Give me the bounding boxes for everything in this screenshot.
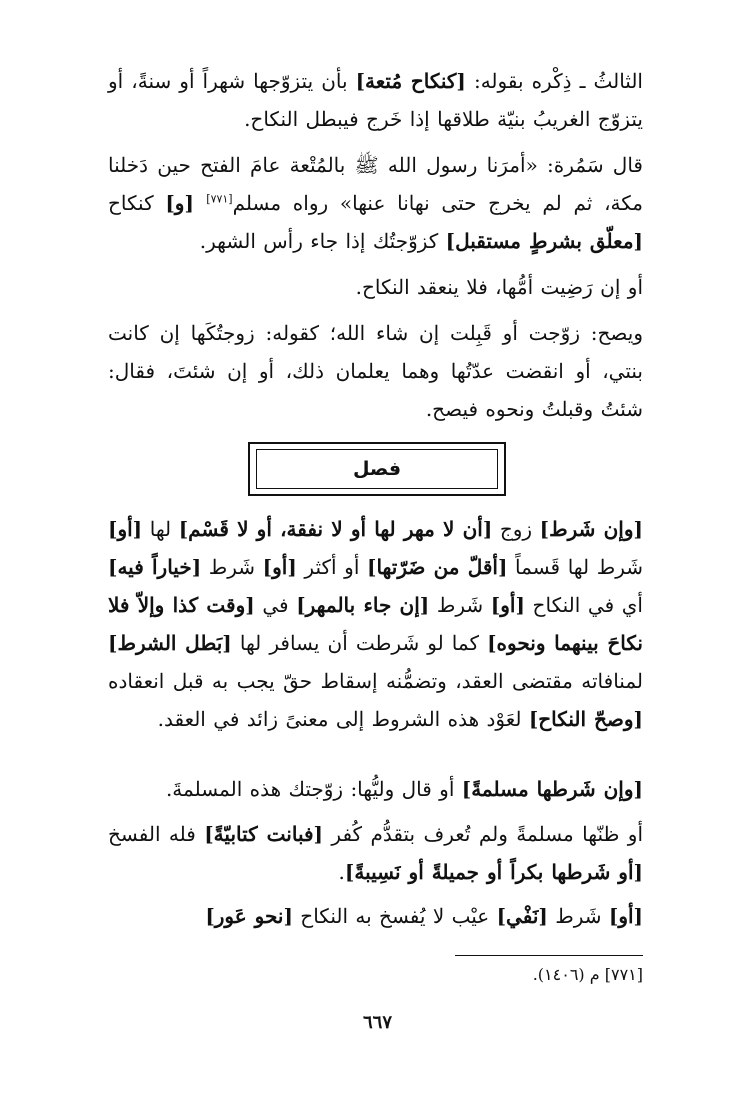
bold-term: [أن لا مهر لها أو لا نفقة، أو لا قَسْم] (178, 517, 493, 541)
text: أو قال وليُّها: زوّجتك هذه المسلمةَ. (165, 777, 462, 801)
paragraph-mother-consent (108, 268, 643, 306)
text: لعَوْد هذه الشروط إلى معنىً زائد في العقد. (157, 707, 529, 731)
text: كزوّجتُك إذا جاء رأس الشهر. (199, 229, 446, 253)
section-heading-frame (248, 442, 506, 496)
bold-term: [أو] (262, 555, 297, 579)
paragraph-valid-conditions (108, 314, 643, 428)
text: ويصح: زوّجت أو قَبِلت إن شاء الله؛ كقوله: زوجتُكَها إن كانت بنتي، أو انقضت عدّتُها وهما يعلمان ذلك، أو إن شئتَ، فقال: شئتُ وقبلتُ ونحوه فيصح. (108, 321, 643, 421)
text: شَرط (547, 904, 609, 928)
bold-term: [وإن شَرط] (539, 517, 643, 541)
text: . (338, 860, 345, 884)
bold-term: [كنكاح مُتعة] (355, 69, 466, 93)
bold-term: [و] (165, 191, 207, 215)
text: أو إن رَضِيت أمُّها، فلا ينعقد النكاح. (355, 275, 643, 299)
bold-term: [وصحّ النكاح] (528, 707, 643, 731)
text: أو ظنّها مسلمةً ولم تُعرف بتقدُّم كُفر (323, 822, 644, 846)
footnote: [٧٧١] م (١٤٠٦). (532, 965, 643, 984)
footnote-reference: [٧٧١] (206, 192, 233, 206)
paragraph-muslim-condition (108, 770, 643, 808)
text: كنكاح (108, 191, 166, 215)
bold-term: [أو] (490, 593, 525, 617)
text: شَرط لها قَسماً (507, 555, 644, 579)
footnote-divider (455, 955, 643, 956)
bold-term: [أقلّ من ضَرّتها] (367, 555, 508, 579)
bold-term: [وإن شَرطها مسلمةً] (461, 777, 643, 801)
paragraph-invalid-conditions (108, 510, 643, 738)
page-number: ٦٦٧ (362, 1012, 392, 1033)
text: في (254, 593, 297, 617)
text: أو أكثر (296, 555, 367, 579)
paragraph-scripture-condition (108, 815, 643, 891)
bold-term: [وقت كذا وإلاّ فلا نكاحَ بينهما ونحوه] (108, 593, 643, 655)
bold-term: [بَطل الشرط] (108, 631, 232, 655)
bold-term: [خياراً فيه] (108, 555, 202, 579)
text: لها (142, 517, 179, 541)
bold-term: [إن جاء بالمهر] (296, 593, 430, 617)
bold-term: [نحو عَور] (205, 904, 293, 928)
bold-term: [أو شَرطها بكراً أو جميلةً أو نَسِيبةً] (344, 860, 643, 884)
bold-term: [أو] (608, 904, 643, 928)
section-heading: فصل (256, 449, 498, 489)
text: لمنافاته مقتضى العقد، وتضمُّنه إسقاط حقّ يجب به قبل انعقاده (108, 669, 643, 693)
text: الثالثُ ـ ذِكْره بقوله: (465, 69, 643, 93)
text: بأن يتزوّجها شهراً أو سنةً، أو يتزوّج الغريبُ بنيّة طلاقها إذا خَرج فيبطل النكاح. (108, 69, 643, 131)
text: أي في النكاح (524, 593, 643, 617)
paragraph-third-condition (108, 62, 643, 138)
text: فله الفسخ (108, 822, 205, 846)
bold-term: [فبانت كتابيّةً] (204, 822, 324, 846)
bold-term: [أو] (108, 517, 143, 541)
paragraph-defect-condition (108, 897, 643, 935)
text: زوج (492, 517, 540, 541)
text: كما لو شَرطت أن يسافر لها (231, 631, 488, 655)
bold-term: [معلّق بشرطٍ مستقبل] (445, 229, 643, 253)
text: قال سَمُرة: «أمرَنا رسول الله ﷺ بالمُتْعة عامَ الفتح حين دَخلنا مكة، ثم لم يخرج حتى نهانا عنها» رواه مسلم (108, 153, 644, 215)
bold-term: [نَفْي] (496, 904, 548, 928)
text: شَرط (201, 555, 263, 579)
text: شَرط (429, 593, 491, 617)
text: عيْب لا يُفسخ به النكاح (292, 904, 497, 928)
paragraph-hadith-samura (108, 146, 643, 260)
